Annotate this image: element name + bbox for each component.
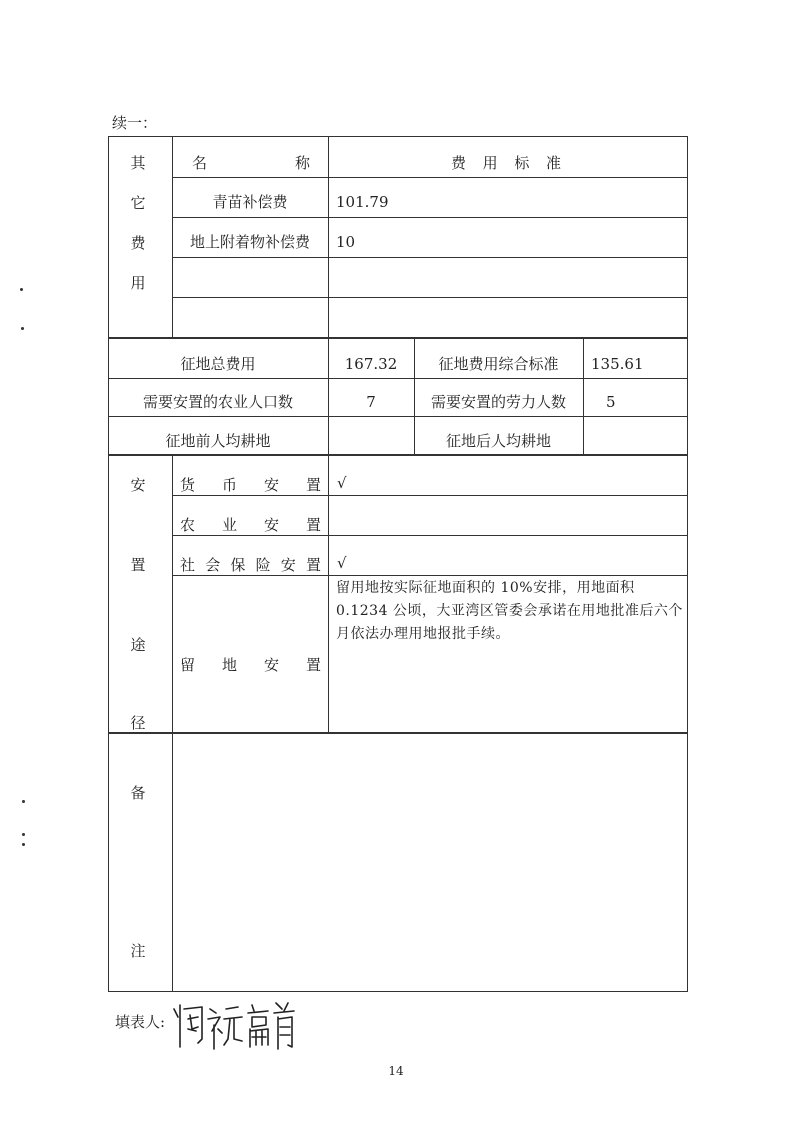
scan-speck [22,833,25,836]
row-divider [172,217,688,218]
scan-speck [22,800,25,803]
remarks-table [108,733,688,992]
other-fees-col-divider [328,136,329,338]
fee-name-attachments: 地上附着物补偿费 [189,233,310,251]
continuation-label: 续一： [112,114,158,132]
label-char: 置 [305,556,321,574]
row-divider [172,257,688,258]
side-char: 用 [130,274,146,292]
resettlement-col-divider [328,455,329,733]
side-char: 途 [130,636,146,654]
row-divider [172,177,688,178]
side-char: 备 [130,784,146,802]
label-char: 置 [305,476,321,494]
reserved-land-text: 留用地按实际征地面积的 10%安排，用地面积0.1234 公顷，大亚湾区管委会承诺在用地批准后六个月依法办理用地报批手续。 [336,580,683,642]
standard-label: 征地费用综合标准 [438,355,559,373]
side-char: 它 [130,194,146,212]
agri-pop-label: 需要安置的农业人口数 [142,393,293,411]
total-fee-label: 征地总费用 [180,355,256,373]
social-insurance-label [180,554,321,575]
side-char: 费 [130,234,146,252]
scan-speck [20,288,23,291]
header-char: 名 [192,154,208,172]
fee-name-green-crop: 青苗补偿费 [212,193,288,211]
label-char: 农 [180,516,196,534]
agri-pop-value: 7 [366,393,376,411]
row-divider [108,378,688,379]
handwritten-signature [168,995,298,1055]
label-char: 置 [305,516,321,534]
header-char: 标 [514,154,530,172]
label-char: 社 [180,556,196,574]
filler-label: 填表人: [115,1013,166,1031]
before-label: 征地前人均耕地 [165,432,271,450]
header-char: 费 [451,154,467,172]
scan-speck [21,327,24,330]
label-char: 安 [263,516,279,534]
reserved-land-label [180,654,321,675]
row-divider [108,416,688,417]
label-char: 币 [221,476,237,494]
label-char: 安 [263,476,279,494]
label-char: 安 [263,656,279,674]
row-divider [172,575,688,576]
labor-value: 5 [606,393,616,411]
side-char: 安 [130,476,146,494]
summary-top-line [108,338,688,339]
header-char: 准 [545,154,561,172]
remarks-side-divider [172,733,173,992]
scan-speck [22,843,25,846]
agricultural-label [180,514,321,535]
label-char: 保 [230,556,246,574]
side-char: 其 [130,154,146,172]
standard-value: 135.61 [591,355,644,373]
monetary-check: √ [337,474,347,492]
label-char: 地 [221,656,237,674]
summary-col-divider [583,338,584,455]
label-char: 安 [280,556,296,574]
resettlement-top-line [108,455,688,456]
label-char: 留 [180,656,196,674]
social-insurance-check: √ [337,554,347,572]
monetary-label [180,474,321,495]
label-char: 货 [180,476,196,494]
page-number: 14 [388,1064,404,1078]
label-char: 会 [205,556,221,574]
row-divider [172,535,688,536]
label-char: 业 [221,516,237,534]
header-name [192,152,310,173]
fee-value-attachments: 10 [336,233,356,251]
side-char: 注 [130,942,146,960]
remarks-top-line [108,733,688,734]
row-divider [172,495,688,496]
row-divider [172,297,688,298]
labor-label: 需要安置的劳力人数 [430,393,566,411]
side-char: 径 [130,714,146,732]
header-char: 称 [294,154,310,172]
side-char: 置 [130,556,146,574]
header-char: 用 [482,154,498,172]
after-label: 征地后人均耕地 [445,432,551,450]
fee-value-green-crop: 101.79 [336,193,389,211]
resettlement-side-divider [172,455,173,733]
label-char: 置 [305,656,321,674]
label-char: 险 [255,556,271,574]
header-standard [451,152,561,173]
total-fee-value: 167.32 [344,355,398,373]
